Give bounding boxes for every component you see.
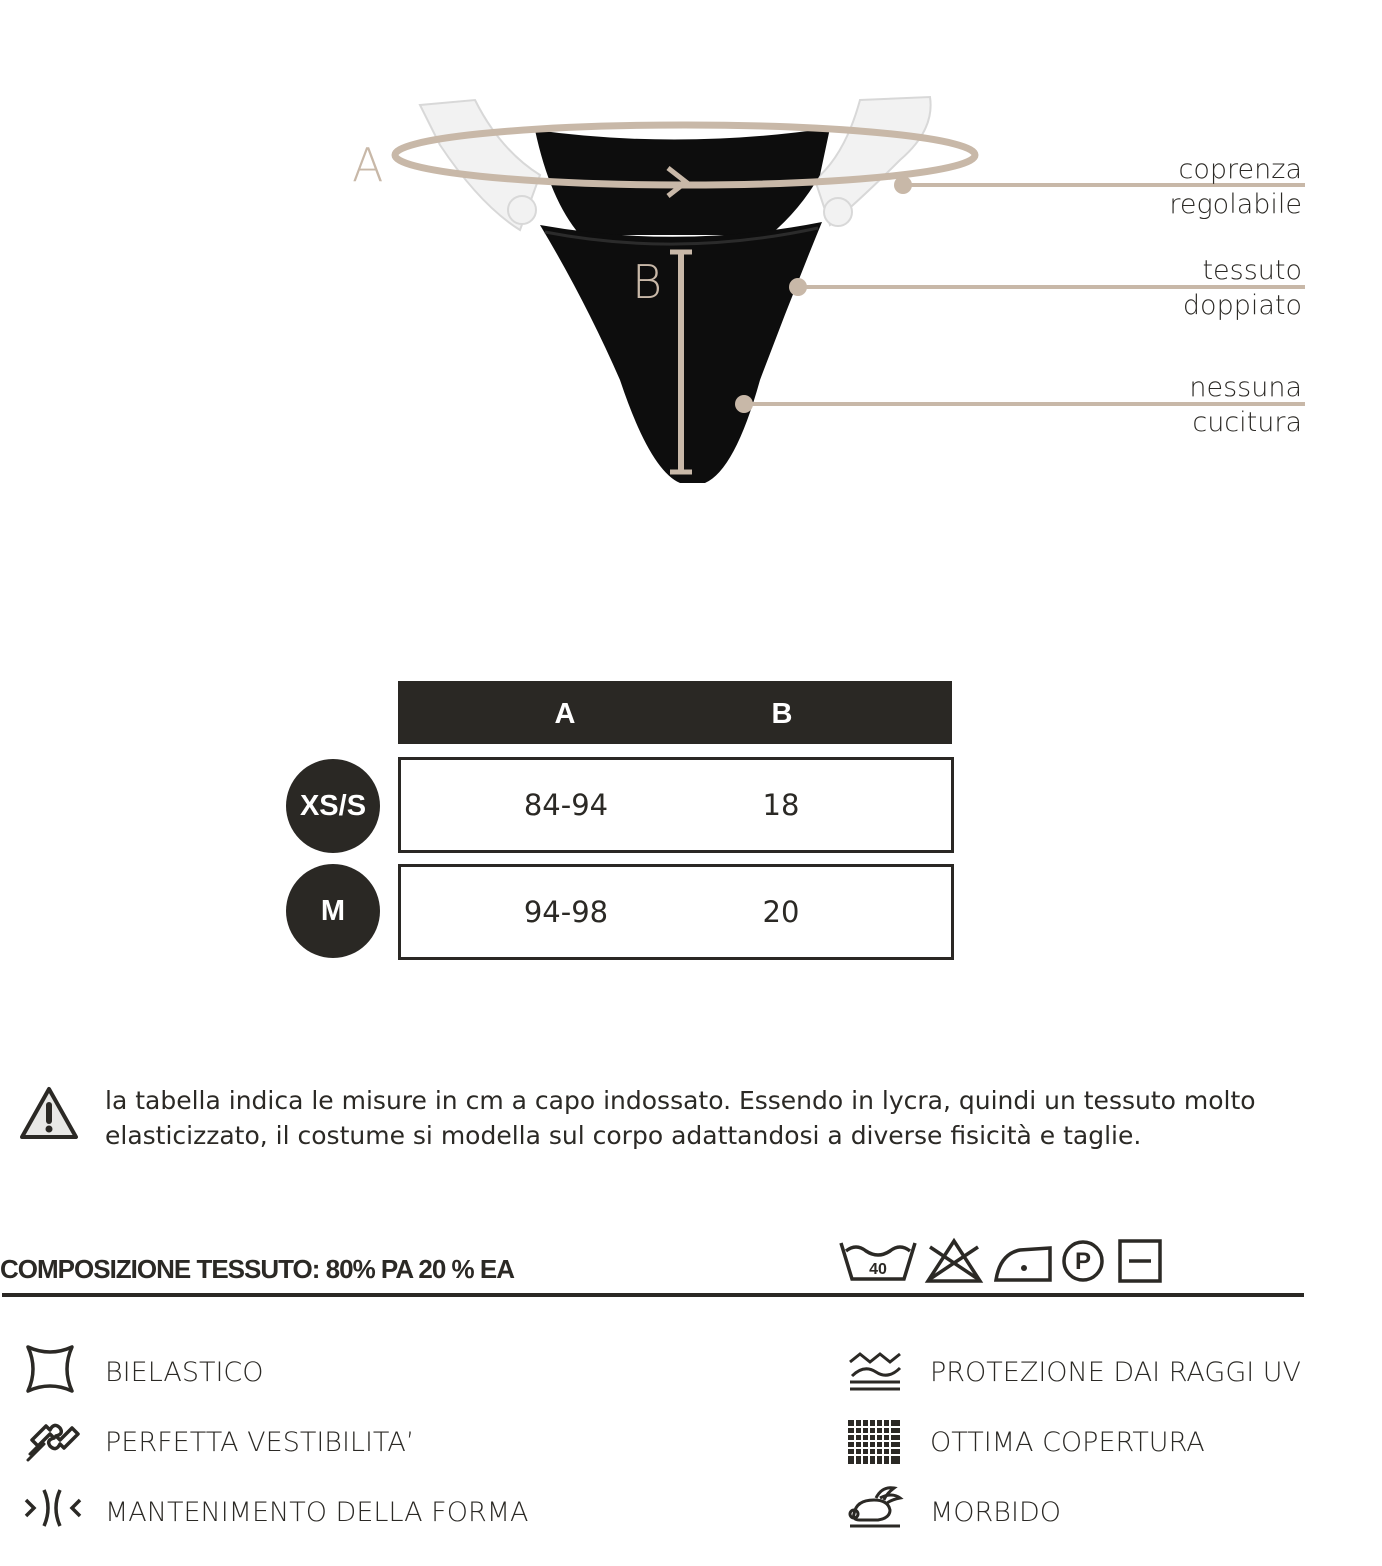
feature-coverage: OTTIMA COPERTURA (930, 1427, 1205, 1458)
wash-40-icon (838, 1237, 918, 1285)
warning-icon (18, 1085, 80, 1141)
cell-b: 18 (762, 788, 800, 822)
wash-temp: 40 (869, 1261, 887, 1278)
cell-b: 20 (762, 895, 800, 929)
size-table-header (398, 681, 952, 744)
size-badge-m: M (286, 864, 380, 958)
composition-divider (2, 1293, 1304, 1297)
coverage-grid-icon (848, 1420, 900, 1464)
callout-adjustable-coverage: coprenza regolabile (1169, 154, 1302, 220)
uv-protection-icon (846, 1350, 904, 1392)
no-bleach-icon (924, 1237, 984, 1285)
puzzle-fit-icon (24, 1410, 82, 1466)
size-badge-xs-s: XS/S (286, 759, 380, 853)
feature-uv-protection: PROTEZIONE DAI RAGGI UV (930, 1357, 1302, 1388)
feature-bielastic: BIELASTICO (105, 1357, 264, 1388)
header-a: A (554, 698, 576, 730)
soft-bunny-icon (846, 1484, 904, 1530)
dry-flat-icon (1117, 1238, 1163, 1284)
dry-clean-letter: P (1074, 1248, 1092, 1275)
table-row (398, 757, 954, 853)
feature-soft: MORBIDO (930, 1497, 1061, 1528)
table-row (398, 864, 954, 960)
dry-clean-p-icon (1060, 1238, 1106, 1284)
fabric-composition: COMPOSIZIONE TESSUTO: 80% PA 20 % EA (0, 1254, 514, 1284)
iron-low-icon (992, 1240, 1054, 1284)
feature-perfect-fit: PERFETTA VESTIBILITA’ (105, 1427, 415, 1458)
measure-b-label: B (632, 255, 663, 309)
callout-lined-fabric: tessuto doppiato (1182, 255, 1302, 321)
callout-seamless: nessuna cucitura (1189, 372, 1302, 438)
size-note: la tabella indica le misure in cm a capo indossato. Essendo in lycra, quindi un tessuto molto elasticizzato, il costume si modella sul corpo adattandosi a diverse fisicità e taglie. (105, 1086, 1256, 1150)
bikini-bottom-illustration (0, 0, 1382, 520)
measure-a-label: A (352, 138, 384, 192)
bielastic-icon (22, 1343, 78, 1395)
feature-shape-retention: MANTENIMENTO DELLA FORMA (105, 1497, 529, 1528)
garment-diagram (0, 0, 1382, 520)
cell-a: 84-94 (523, 788, 609, 822)
header-b: B (771, 698, 793, 730)
cell-a: 94-98 (523, 895, 609, 929)
shape-retention-icon (22, 1486, 84, 1530)
